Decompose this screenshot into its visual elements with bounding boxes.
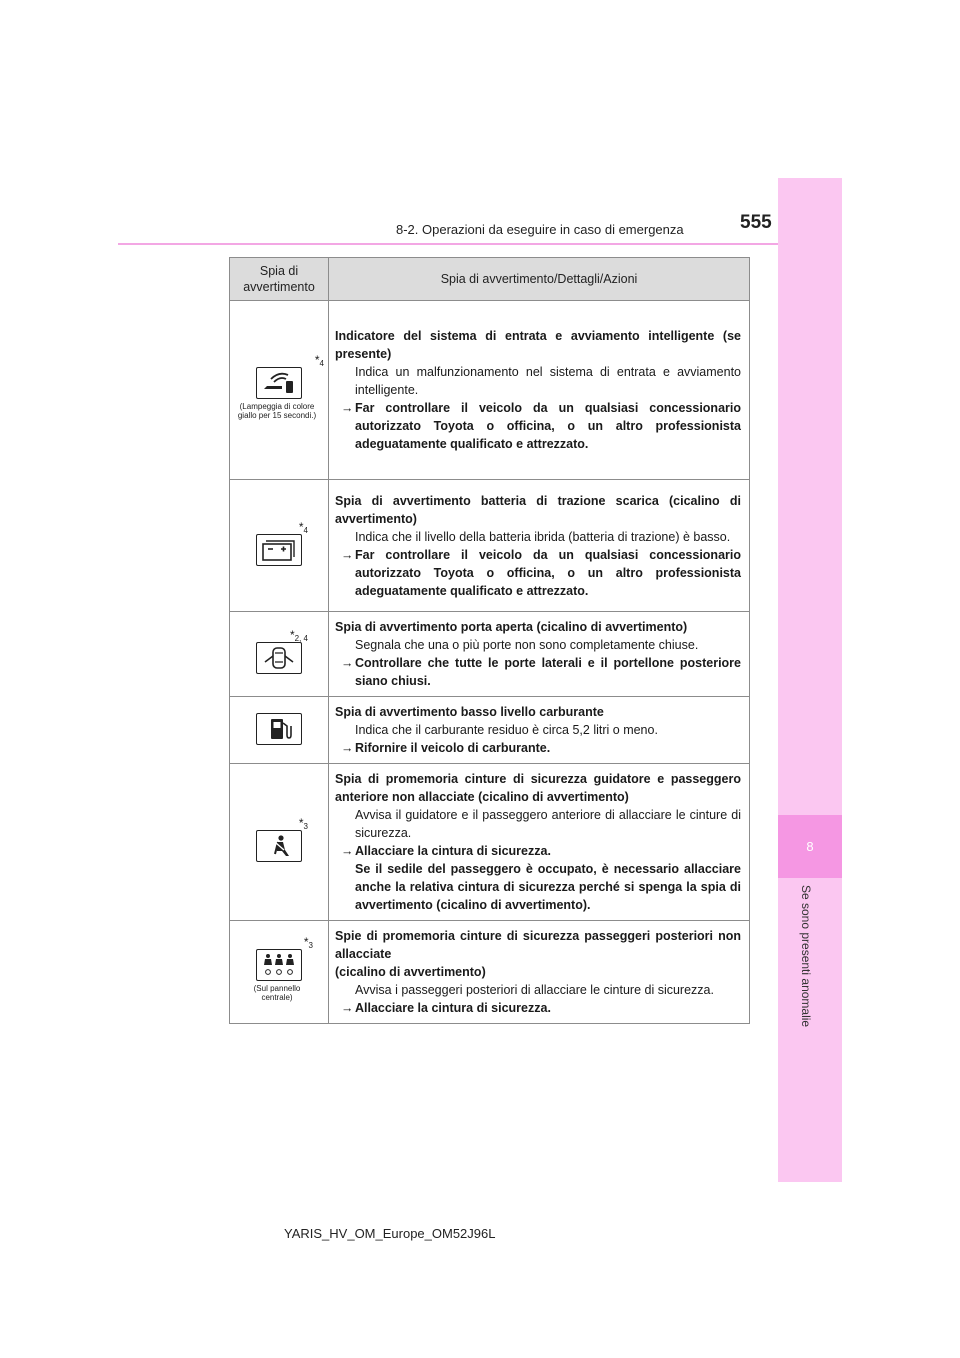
- chapter-number-tab[interactable]: 8: [778, 815, 842, 878]
- table-header-row: [230, 258, 750, 301]
- row-action: → Far controllare il veicolo da un qualsiasi concessionario autorizzato Toyota o officina, o un altro professionista adeguatamente qualificato e attrezzato.: [341, 547, 741, 598]
- icon-cell: [230, 480, 329, 612]
- header-cell-icon: Spia di avvertimento: [230, 258, 329, 301]
- row-description: Segnala che una o più porte non sono completamente chiuse.: [355, 638, 699, 652]
- row-description: Avvisa i passeggeri posteriori di allacciare le cinture di sicurezza.: [355, 983, 714, 997]
- row-description: Avvisa il guidatore e il passeggero anteriore di allacciare le cinture di sicurezza.: [355, 808, 741, 840]
- row-title: Spia di avvertimento batteria di trazione scarica (cicalino di avvertimento): [335, 493, 741, 526]
- details-cell: [329, 697, 750, 764]
- door-open-icon: [256, 642, 302, 674]
- section-title: 8-2. Operazioni da eseguire in caso di emergenza: [396, 222, 684, 237]
- details-cell: [329, 921, 750, 1024]
- row-title: Indicatore del sistema di entrata e avviamento intelligente (se presente): [335, 329, 741, 361]
- table-row: [230, 480, 750, 612]
- rear-seatbelt-icon: [256, 949, 302, 981]
- row-extra-note: Se il sedile del passeggero è occupato, è necessario allacciare anche la relativa cintura di sicurezza perché si spenga la spia di avvertimento (cicalino di avvertimento).: [355, 862, 741, 912]
- row-description: Indica che il livello della batteria ibrida (batteria di trazione) è basso.: [355, 529, 731, 544]
- arrow-right-icon: →: [341, 1001, 354, 1015]
- table-row: [230, 764, 750, 921]
- footnote-ref: $*_3$: [303, 935, 313, 950]
- footnote-ref: $*_4$: [314, 353, 324, 368]
- arrow-right-icon: →: [341, 547, 354, 562]
- arrow-right-icon: →: [341, 401, 354, 415]
- icon-cell: [230, 921, 329, 1024]
- icon-note: (Sul pannello centrale): [253, 984, 301, 1002]
- details-cell: [329, 301, 750, 480]
- traction-battery-icon: [256, 534, 302, 566]
- arrow-right-icon: →: [341, 844, 354, 858]
- icon-cell: [230, 697, 329, 764]
- header-cell-details: Spia di avvertimento/Dettagli/Azioni: [329, 258, 750, 301]
- row-title: Spia di promemoria cinture di sicurezza guidatore e passeggero anteriore non allacciate (cicalino di avvertimento): [335, 772, 741, 804]
- seatbelt-icon: [256, 830, 302, 862]
- page-number: 555: [740, 212, 772, 233]
- row-action: → Allacciare la cintura di sicurezza.: [341, 844, 551, 858]
- row-action: → Far controllare il veicolo da un qualsiasi concessionario autorizzato Toyota o officina, o un altro professionista adeguatamente qualificato e attrezzato.: [341, 401, 741, 451]
- row-description: Indica un malfunzionamento nel sistema di entrata e avviamento intelligente.: [355, 365, 741, 397]
- fuel-pump-icon: [256, 713, 302, 745]
- row-title: Spia di avvertimento porta aperta (cicalino di avvertimento): [335, 620, 688, 634]
- header-divider: [118, 243, 778, 245]
- footnote-ref: $*_4$: [298, 520, 308, 535]
- icon-cell: [230, 764, 329, 921]
- row-action: → Rifornire il veicolo di carburante.: [341, 741, 551, 755]
- chapter-title-label: Se sono presenti anomalie: [799, 885, 813, 1028]
- footnote-ref: $*_{2, 4}$: [289, 628, 308, 643]
- details-cell: [329, 612, 750, 697]
- details-cell: [329, 764, 750, 921]
- smart-key-warning-icon: [256, 367, 302, 399]
- table-row: [230, 612, 750, 697]
- footnote-ref: $*_3$: [298, 816, 308, 831]
- icon-cell: [230, 612, 329, 697]
- table-row: [230, 301, 750, 480]
- icon-note: (Lampeggia di colore giallo per 15 secondi.): [237, 402, 317, 420]
- row-action: → Allacciare la cintura di sicurezza.: [341, 1001, 551, 1015]
- table-row: [230, 697, 750, 764]
- row-description: Indica che il carburante residuo è circa 5,2 litri o meno.: [355, 723, 658, 737]
- row-title: Spie di promemoria cinture di sicurezza passeggeri posteriori non allacciate (cicalino di avvertimento): [335, 929, 741, 979]
- document-code: YARIS_HV_OM_Europe_OM52J96L: [284, 1226, 496, 1241]
- details-cell: [329, 480, 750, 612]
- arrow-right-icon: →: [341, 741, 354, 755]
- row-title: Spia di avvertimento basso livello carburante: [335, 705, 604, 719]
- warning-light-table: [229, 257, 750, 1024]
- icon-cell: [230, 301, 329, 480]
- row-action: → Controllare che tutte le porte laterali e il portellone posteriore siano chiusi.: [341, 656, 741, 688]
- table-row: [230, 921, 750, 1024]
- arrow-right-icon: →: [341, 656, 354, 670]
